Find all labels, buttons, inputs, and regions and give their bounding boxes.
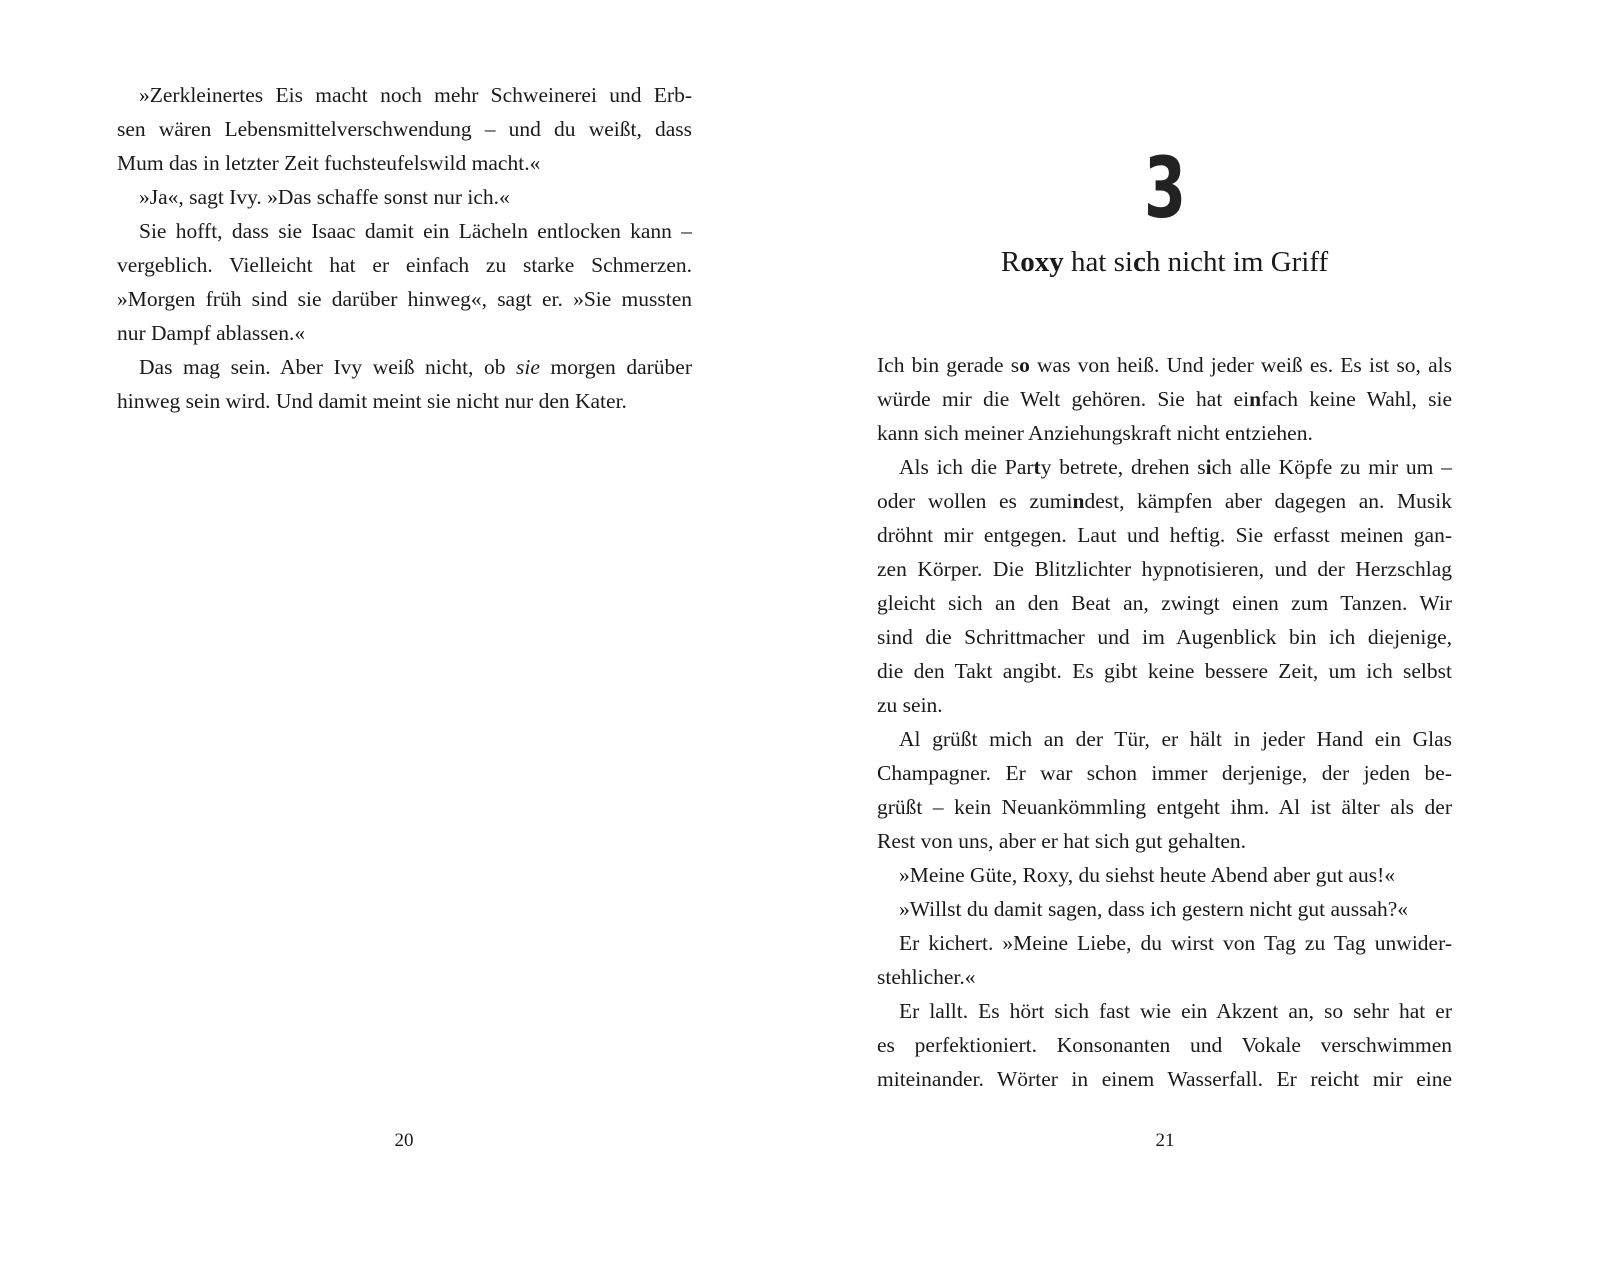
bold-text: c — [1132, 246, 1146, 278]
text-run: Er kichert. »Meine Liebe, du wirst von Tag zu Tag unwider- — [899, 931, 1452, 955]
text-run: morgen darüber — [539, 355, 692, 379]
text-run: y betrete, drehen s — [1040, 455, 1206, 479]
text-run: hat si — [1063, 246, 1133, 278]
text-line — [877, 552, 1452, 586]
text-run: Al grüßt mich an der Tür, er hält in jeder Hand ein Glas — [899, 727, 1452, 751]
text-run: zen Körper. Die Blitzlichter hypnotisieren, und der Herzschlag — [877, 557, 1452, 581]
text-run: gleicht sich an den Beat an, zwingt einen zum Tanzen. Wir — [877, 591, 1452, 615]
text-line — [877, 518, 1452, 552]
text-line — [877, 620, 1452, 654]
text-run: vergeblich. Vielleicht hat er einfach zu starke Schmerzen. — [117, 253, 692, 277]
chapter-number: 3 — [1143, 139, 1187, 237]
text-line — [877, 688, 1452, 722]
text-run: Rest von uns, aber er hat sich gut gehalten. — [877, 829, 1246, 853]
text-run: »Zerkleinertes Eis macht noch mehr Schweinerei und Erb- — [139, 83, 692, 107]
text-run: die den Takt angibt. Es gibt keine bessere Zeit, um ich selbst — [877, 659, 1452, 683]
text-line — [877, 416, 1452, 450]
text-run: Mum das in letzter Zeit fuchsteufelswild macht.« — [117, 151, 541, 175]
text-run: Das mag sein. Aber Ivy weiß nicht, ob — [139, 355, 517, 379]
bold-text: n — [1072, 489, 1085, 513]
text-line — [117, 282, 692, 316]
text-run: »Meine Güte, Roxy, du siehst heute Abend aber gut aus!« — [899, 863, 1395, 887]
text-line — [877, 994, 1452, 1028]
text-line — [877, 654, 1452, 688]
text-line — [877, 790, 1452, 824]
text-run: »Morgen früh sind sie darüber hinweg«, sagt er. »Sie mussten — [117, 287, 692, 311]
text-run: was von heiß. Und jeder weiß es. Es ist so, als — [1029, 353, 1452, 377]
text-run: R — [1000, 246, 1021, 278]
text-line — [877, 926, 1452, 960]
text-run: oder wollen es zumi — [877, 489, 1073, 513]
chapter-title — [877, 242, 1452, 282]
text-line — [877, 450, 1452, 484]
text-line — [117, 112, 692, 146]
text-run: Sie hofft, dass sie Isaac damit ein Lächeln entlocken kann – — [139, 219, 692, 243]
text-line — [117, 146, 692, 180]
text-line — [877, 1028, 1452, 1062]
text-line — [117, 214, 692, 248]
text-line — [117, 316, 692, 350]
text-run: miteinander. Wörter in einem Wasserfall. Er reicht mir eine — [877, 1067, 1452, 1091]
text-run: nur Dampf ablassen.« — [117, 321, 306, 345]
left-page-text — [117, 78, 692, 418]
text-line — [877, 586, 1452, 620]
text-run: »Willst du damit sagen, dass ich gestern nicht gut aussah?« — [899, 897, 1409, 921]
text-line — [117, 180, 692, 214]
bold-text: n — [1249, 387, 1262, 411]
text-run: es perfektioniert. Konsonanten und Vokale verschwimmen — [877, 1033, 1452, 1057]
text-run: zu sein. — [877, 693, 943, 717]
bold-text: i — [1205, 455, 1212, 479]
page-number-left: 20 — [394, 1130, 414, 1151]
text-line — [877, 382, 1452, 416]
text-run: Champagner. Er war schon immer derjenige, der jeden be- — [877, 761, 1452, 785]
text-run: hinweg sein wird. Und damit meint sie nicht nur den Kater. — [117, 389, 627, 413]
text-run: Ich bin gerade s — [877, 353, 1020, 377]
text-line — [877, 892, 1452, 926]
text-line — [877, 348, 1452, 382]
text-run: dest, kämpfen aber dagegen an. Musik — [1084, 489, 1452, 513]
text-line — [877, 722, 1452, 756]
text-line — [117, 384, 692, 418]
text-run: ch alle Köpfe zu mir um – — [1211, 455, 1452, 479]
text-line — [877, 824, 1452, 858]
bold-text: t — [1033, 455, 1041, 479]
text-run: h nicht im Griff — [1145, 246, 1329, 278]
text-line — [877, 484, 1452, 518]
bold-text: o — [1019, 353, 1030, 377]
text-line — [877, 756, 1452, 790]
right-page-text — [877, 348, 1452, 1096]
bold-text: oxy — [1020, 246, 1064, 278]
text-line — [877, 858, 1452, 892]
text-run: kann sich meiner Anziehungskraft nicht entziehen. — [877, 421, 1313, 445]
text-line — [877, 960, 1452, 994]
text-run: stehlicher.« — [877, 965, 976, 989]
text-run: grüßt – kein Neuankömmling entgeht ihm. Al ist älter als der — [877, 795, 1452, 819]
text-run: Er lallt. Es hört sich fast wie ein Akzent an, so sehr hat er — [899, 999, 1452, 1023]
italic-text: sie — [516, 355, 540, 379]
text-line — [117, 248, 692, 282]
text-run: würde mir die Welt gehören. Sie hat ei — [877, 387, 1250, 411]
text-line — [117, 78, 692, 112]
text-run: dröhnt mir entgegen. Laut und heftig. Sie erfasst meinen gan- — [877, 523, 1452, 547]
text-line — [877, 1062, 1452, 1096]
text-run: sen wären Lebensmittelverschwendung – und du weißt, dass — [117, 117, 692, 141]
text-run: »Ja«, sagt Ivy. »Das schaffe sonst nur ich.« — [139, 185, 510, 209]
text-run: fach keine Wahl, sie — [1261, 387, 1452, 411]
text-run: Als ich die Par — [899, 455, 1034, 479]
text-line — [117, 350, 692, 384]
page-number-right: 21 — [1155, 1130, 1175, 1151]
text-run: sind die Schrittmacher und im Augenblick bin ich diejenige, — [877, 625, 1452, 649]
